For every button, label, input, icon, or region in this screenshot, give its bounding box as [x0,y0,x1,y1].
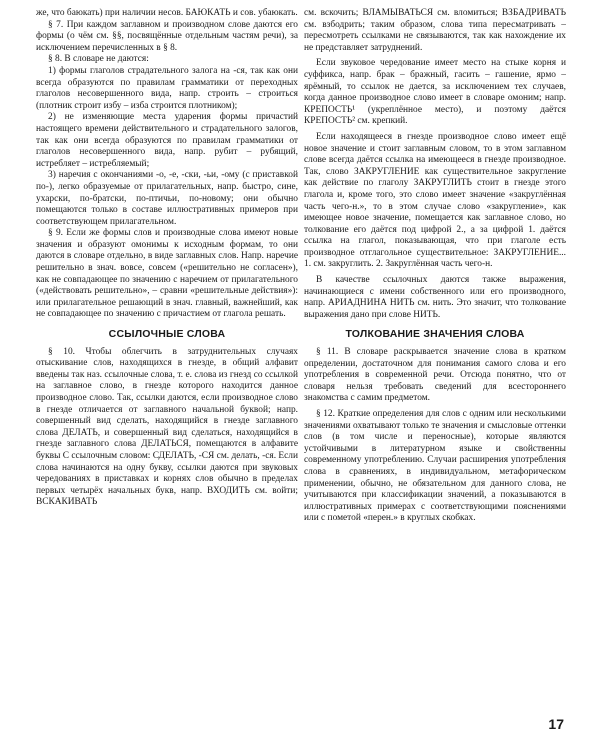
paragraph: 3) наречия с окончаниями -о, -е, -ски, -ьи, -ому (с приставкой по-), легко образуемые от прилагательных, напр. быстро, сине, ухарски, по-братски, по-птичьи, по-новому; они обычно помещаются только в составе иллюстративных примеров при соответствующем прилагательном. [36,170,298,227]
paragraph: § 8. В словаре не даются: [48,54,149,65]
paragraph: см. вскочить; ВЛАМЫВАТЬСЯ см. вломиться; ВЗБАДРИВАТЬ см. взбодрить; таким образом, слова типа пересматривать – пересмотреть ссылками не связываются, так как нахождение их не представляет затруднений. [304,8,566,53]
paragraph: В качестве ссылочных даются также выражения, начинающиеся с имени собственного или его производного, напр. АРИАДНИНА НИТЬ см. нить. Это значит, что толкование выражения дано при слове НИТЬ. [304,275,566,320]
page-number: 17 [548,716,564,732]
paragraph: 1) формы глаголов страдательного залога на -ся, так как они всегда образуются по правилам грамматики от переходных глаголов несовершенного вида, напр. строить – строиться (плотник строит избу – изба строится плотником); [36,65,298,111]
paragraph: Если находящееся в гнезде производное слово имеет ещё новое значение и стоит заглавным словом, то в этом заглавном слове всегда даётся ссылка на имеющееся в гнезде производное. Так, слово ЗАКРУГЛЕНИЕ как существительное закругление как действие по глаголу ЗАКРУГЛИТЬ стоит в гнезде этого глагола и, кроме того, это слово имеет значение «закруглённая часть чего-н.», то в этом случае слово «закругление», как имеющее новое значение, помещается как заглавное слово, но толкование его даётся под цифрой 2., а за цифрой 1. даётся ссылка на глагол, показывающая, что при глаголе есть производное отглагольное существительное: ЗАКРУГЛЕНИЕ... 1. см. закруглить. 2. Закруглённая часть чего-н. [304,131,566,270]
left-column [36,8,298,509]
paragraph: § 12. Краткие определения для слов с одним или несколькими значениями охватывают только те значения и смысловые оттенки слов (в том числе и переносные), которые являются устойчивыми в литературном языке и свойственны современному употреблению. Случаи расширения употребления слова в сравнениях, в индивидуальном, метафорическом применении, обычно, не обязательном для данного слова, не учитываются при классификации значений, а показываются в иллюстративных примерах с соответствующими пояснениями или с пометой «перен.» в круглых скобках. [304,409,566,524]
paragraph: § 7. При каждом заглавном и производном слове даются его формы (о чём см. §§, посвящённые отдельным частям речи), за исключением перечисленных в § 8. [36,19,298,53]
paragraph: § 11. В словаре раскрывается значение слова в кратком определении, достаточном для понимания самого слова и его употребления в современной речи. Отсюда понятно, что от словаря нельзя требовать сведений для всестороннего знакомства с самим предметом. [304,347,566,404]
right-column [304,8,566,525]
paragraph: же, что баюкать) при наличии несов. БАЮКАТЬ и сов. убаюкать. [36,8,298,18]
section-heading: ТОЛКОВАНИЕ ЗНАЧЕНИЯ СЛОВА [345,328,525,341]
paragraph: 2) не изменяющие места ударения формы причастий настоящего времени действительного и страдательного залогов, так как они всегда образуются по правилам грамматики от глаголов несовершенного вида, напр. рубит – рубящий, истребляет – истребляемый; [36,112,298,169]
paragraph: § 10. Чтобы облегчить в затруднительных случаях отыскивание слов, находящихся в гнезде, в общий алфавит введены так наз. ссылочные слова, т. е. слова из гнезд со ссылкой на заглавное слово, в гнезде которого находится данное производное слово. Так, ссылки даются, если производное слово в гнезде отличается от заглавного начальной буквой; напр. совершенный вид сделать, находящийся в гнезде заглавного слова ДЕЛАТЬ, и совершенный вид сделаться, находящийся в гнезде заглавного слова ДЕЛАТЬСЯ, помещаются в алфавите буквы С ссылочным словом: СДЕЛАТЬ, -СЯ см. делать, -ся. Если слова начинаются на одну букву, ссылки даются при звуковых чередованиях в приставках и корнях слов обычно в пределах первых четырёх начальных букв, напр. ВХОДИТЬ см. войти; ВСКАКИВАТЬ [36,346,298,508]
paragraph: Если звуковое чередование имеет место на стыке корня и суффикса, напр. брак – бражный, гасить – гашение, ярмо – ярёмный, то ссылок не дается, за исключением тех случаев, когда данное производное слово имеет в словаре омоним; напр. КРЕПОСТЬ¹ (укреплённое место), и поэтому даётся КРЕПОСТЬ² см. крепкий. [304,58,566,127]
paragraph: § 9. Если же формы слов и производные слова имеют новые значения и образуют омонимы к исходным формам, то они даются в словаре отдельно, в виде заглавных слов. Напр. наречие решительно в знач. вовсе, совсем («решительно не согласен»), как не совпадающее по значению с наречием от прилагательного («действовать решительно», – сравни «решительные действия»): или прилагательное решающий в знач. главный, важнейший, как не совпадающее по значению с причастием от глагола решать. [36,228,298,320]
section-heading: ССЫЛОЧНЫЕ СЛОВА [108,328,226,341]
